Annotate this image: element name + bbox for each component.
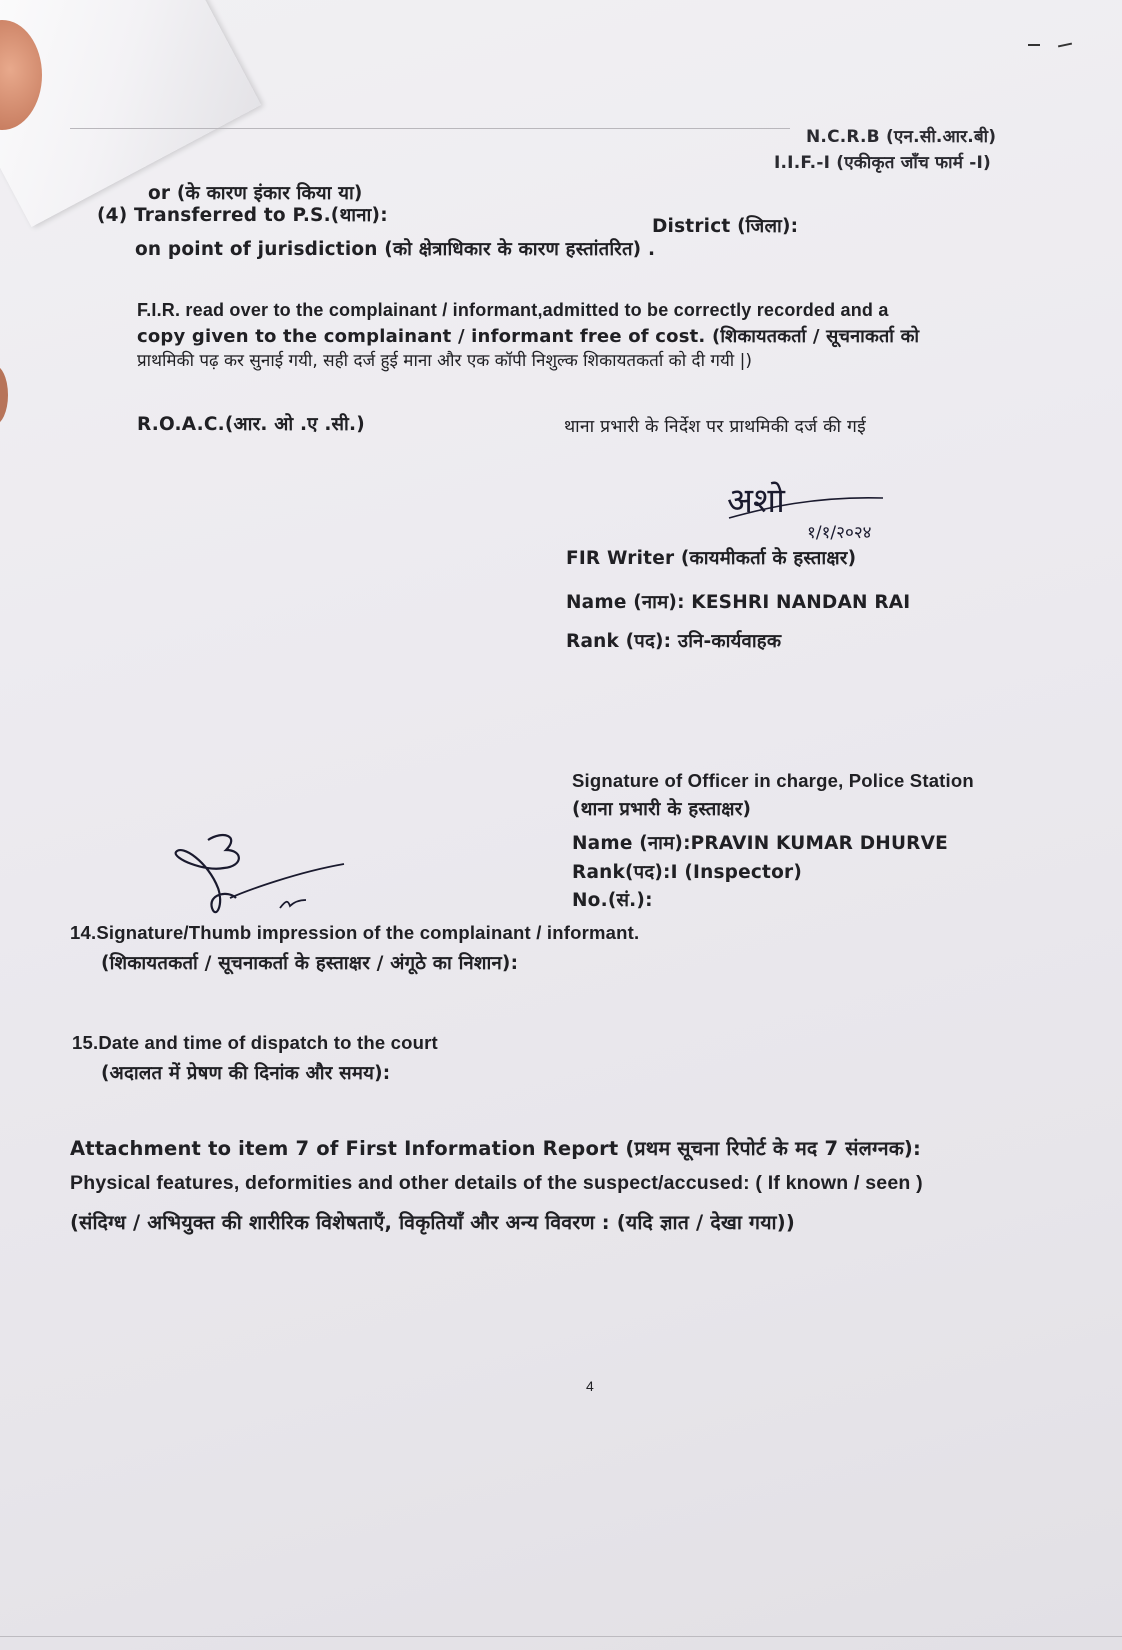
- officer-number: No.(सं.):: [572, 890, 653, 911]
- fir-writer-label: FIR Writer (कायमीकर्ता के हस्ताक्षर): [566, 548, 857, 569]
- item14-label-hi: (शिकायतकर्ता / सूचनाकर्ता के हस्ताक्षर / अंगूठे का निशान):: [101, 953, 519, 974]
- corner-mark: [1028, 44, 1040, 46]
- jurisdiction-line: on point of jurisdiction (को क्षेत्राधिकार के कारण हस्तांतरित) .: [135, 239, 656, 260]
- refused-line: or (के कारण इंकार किया या): [148, 183, 363, 204]
- fir-writer-signature-text: अशो: [727, 481, 785, 521]
- item15-label: 15.Date and time of dispatch to the court: [72, 1032, 438, 1053]
- item15-label-hi: (अदालत में प्रेषण की दिनांक और समय):: [101, 1063, 391, 1084]
- fir-read-line3: प्राथमिकी पढ़ कर सुनाई गयी, सही दर्ज हुई माना और एक कॉपी निशुल्क शिकायतकर्ता को दी गयी |): [137, 351, 752, 371]
- fir-writer-signature-date: १/१/२०२४: [807, 523, 872, 543]
- fir-read-line2: copy given to the complainant / informant free of cost. (शिकायतकर्ता / सूचनाकर्ता को: [137, 326, 920, 347]
- corner-mark: [1058, 43, 1072, 48]
- header-divider: [70, 128, 790, 129]
- iif-header: I.I.F.-I (एकीकृत जाँच फार्म -I): [774, 153, 992, 173]
- transferred-label: (4) Transferred to P.S.(थाना):: [97, 205, 388, 226]
- fir-writer-rank: Rank (पद): उनि-कार्यवाहक: [566, 631, 782, 652]
- officer-signature-label: Signature of Officer in charge, Police Station: [572, 770, 974, 791]
- page-number: 4: [586, 1378, 594, 1394]
- complainant-signature-mark: [168, 828, 368, 928]
- officer-signature-label-hi: (थाना प्रभारी के हस्ताक्षर): [572, 799, 752, 820]
- roac-label: R.O.A.C.(आर. ओ .ए .सी.): [137, 414, 365, 435]
- attachment-line1: Attachment to item 7 of First Information Report (प्रथम सूचना रिपोर्ट के मद 7 संलग्नक):: [70, 1137, 922, 1160]
- attachment-line2: Physical features, deformities and other details of the suspect/accused: ( If known / seen ): [70, 1172, 923, 1194]
- attachment-line3: (संदिग्ध / अभियुक्त की शारीरिक विशेषताएँ, विकृतियाँ और अन्य विवरण : (यदि ज्ञात / देखा गया)): [70, 1211, 796, 1234]
- complainant-signature: [168, 828, 368, 933]
- fir-writer-name: Name (नाम): KESHRI NANDAN RAI: [566, 592, 911, 613]
- fir-read-line1: F.I.R. read over to the complainant / informant,admitted to be correctly recorded and a: [137, 300, 889, 320]
- finger-shadow-left: [0, 365, 8, 425]
- officer-rank: Rank(पद):I (Inspector): [572, 862, 802, 883]
- item14-label: 14.Signature/Thumb impression of the complainant / informant.: [70, 922, 640, 943]
- ncrb-header: N.C.R.B (एन.सी.आर.बी): [806, 127, 997, 147]
- roac-note: थाना प्रभारी के निर्देश पर प्राथमिकी दर्ज की गई: [564, 417, 866, 437]
- district-label: District (जिला):: [652, 216, 799, 237]
- bottom-edge: [0, 1636, 1122, 1637]
- officer-name: Name (नाम):PRAVIN KUMAR DHURVE: [572, 833, 948, 854]
